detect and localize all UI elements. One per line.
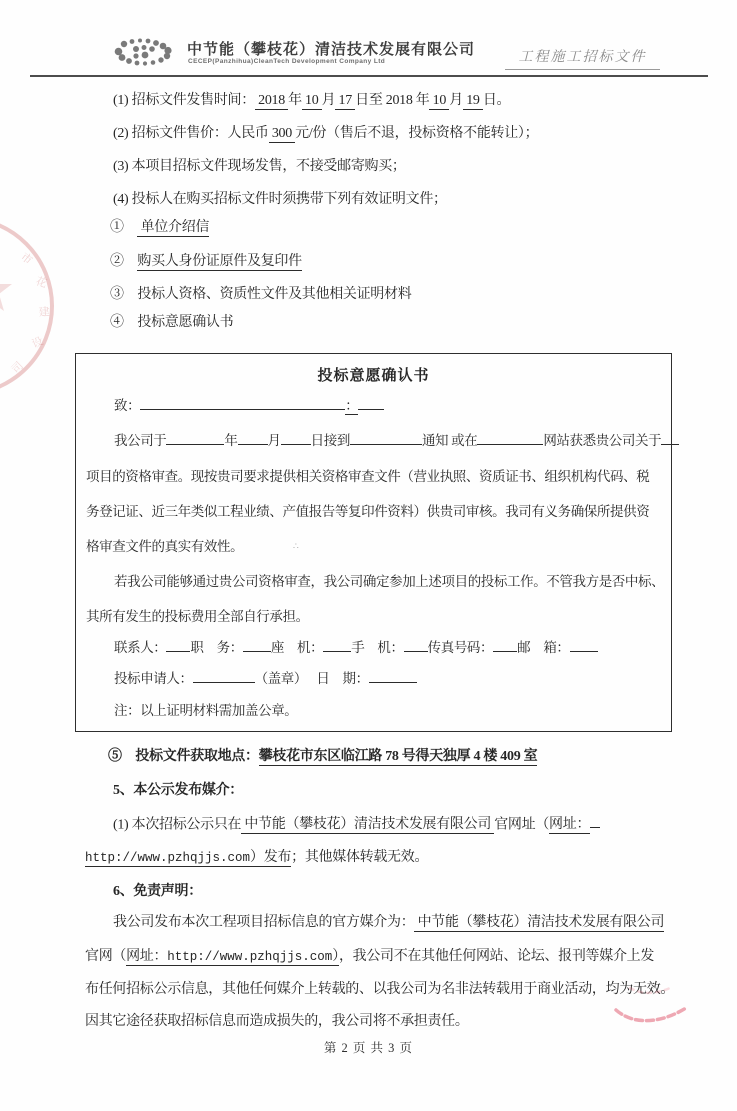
blank-fill-field [323,638,351,652]
blank-fill-field [350,431,422,445]
text-segment: 月 [449,93,463,108]
text-segment: (4) 投标人在购买招标文件时须携带下列有效证明文件； [113,192,447,207]
section6-line1 [113,913,664,933]
text-segment: 17 [335,93,356,108]
text-segment: 投标人资格、资质性文件及其他相关证明材料 [123,287,412,302]
box-contact-line [114,638,598,658]
text-segment: 网址： [549,817,591,833]
text-segment: 投标申请人： [114,671,193,686]
bid-intention-confirmation-box [75,353,672,732]
text-segment: 邮 箱： [517,640,570,655]
box-paragraph1-l2 [86,467,649,487]
blank-fill-field [404,638,428,652]
section6-line2 [85,947,654,967]
section5-heading [113,781,243,801]
box-paragraph1-l4 [86,537,243,557]
text-segment: 网址： [126,949,168,964]
text-segment: 注：以上证明材料需加盖公章。 [114,703,298,718]
blank-fill-field [140,396,345,410]
cert-item-4 [110,313,233,333]
svg-text:设: 设 [30,335,46,351]
text-segment: http://www.pzhqjjs.com [167,950,333,964]
blank-fill-field [590,814,600,828]
text-segment: ；其他媒体转载无效。 [291,850,429,865]
blank-fill-field [166,431,224,445]
box-paragraph2-l1 [114,572,664,592]
header-rule [30,75,708,77]
cert-item-5-location [108,747,537,767]
text-segment: 年 [288,93,302,108]
text-segment: ④ [110,315,124,330]
text-segment: 官网（ [85,949,127,964]
text-segment: 布任何招标公示信息，其他任何媒介上转载的、以我公司为名非法转载用于商业活动，均为无效。 [85,982,675,997]
section5-line1 [113,814,600,835]
box-title: 投标意愿确认书 [317,368,430,384]
blank-fill-field [477,431,543,445]
blank-fill-field [369,669,417,683]
text-segment: 攀枝花市东区临江路 78 号得天独厚 4 楼 409 室 [258,749,538,764]
text-segment: 手 机： [351,640,404,655]
text-segment: 务登记证、近三年类似工程业绩、产值报告等复印件资料）供贵司审核。我司有义务确保所提供资 [86,504,650,519]
box-applicant-line [114,669,417,689]
text-segment: 网站获悉贵公司关于 [543,433,662,448]
svg-text:建: 建 [38,306,51,319]
sale-item-4 [113,190,447,210]
text-segment: 10 [301,93,322,108]
text-segment: ③ [110,287,124,302]
text-segment: 我公司发布本次工程项目招标信息的官方媒介为： [113,915,415,930]
sale-item-3 [113,157,406,177]
text-segment [124,220,138,235]
text-segment: 若我公司能够通过贵公司资格审查，我公司确定参加上述项目的投标工作。不管我方是否中标、 [114,574,665,589]
text-segment: 300 [268,126,296,141]
text-segment: 元/份（售后不退，投标资格不能转让）； [295,126,539,141]
sale-item-1 [113,91,510,111]
box-paragraph1-l1 [114,431,679,451]
text-segment: 传真号码： [427,640,494,655]
text-segment: ： [345,398,359,413]
blank-fill-field [358,396,384,410]
text-segment: 中节能（攀枝花）清洁技术发展有限公司 [241,817,495,833]
text-segment: 5、本公示发布媒介： [113,783,243,798]
cert-item-2 [110,252,302,272]
text-segment: 日接到 [310,433,350,448]
text-segment: 购买人身份证原件及复印件 [137,254,302,269]
text-segment: 年 [224,433,238,448]
text-segment: （盖章） 日 期： [254,671,369,686]
text-segment: 日。 [482,93,511,108]
text-segment: 2018 [254,93,289,108]
text-segment: 其所有发生的投标费用全部自行承担。 [86,609,309,624]
text-segment: 职 务： [190,640,243,655]
blank-fill-field [661,431,679,445]
blank-fill-field [166,638,190,652]
text-segment: ① [110,220,124,235]
text-segment: 座 机： [270,640,324,655]
section6-line4 [85,1012,469,1032]
text-segment: (1) 招标文件发售时间： [113,93,255,108]
box-note-line [114,701,297,721]
text-segment: ）发布 [250,850,292,865]
text-segment: (1) 本次招标公示只在 [113,817,242,833]
sale-item-2 [113,124,538,144]
text-segment: (3) 本项目招标文件现场发售，不接受邮寄购买； [113,159,406,174]
text-segment: 官网址（ [494,817,550,833]
text-segment: 联系人： [114,640,167,655]
blank-fill-field [238,431,268,445]
blank-fill-field [243,638,271,652]
box-paragraph2-l2 [86,607,309,627]
text-segment: ） [332,949,339,964]
cert-item-1 [110,218,209,238]
svg-text:花: 花 [34,275,49,291]
text-segment: ⑤ [108,749,122,764]
text-segment: 月 [267,433,281,448]
page-number: 第 2 页 共 3 页 [323,1041,414,1055]
company-name-cn: 中节能（攀枝花）清洁技术发展有限公司 [187,41,476,58]
text-segment: 月 [321,93,336,108]
text-segment: 日至 2018 年 [355,93,430,108]
cert-item-3 [110,285,411,305]
box-to-line [114,396,384,416]
text-segment: 通知 或在 [421,433,478,448]
section5-line2 [85,848,428,868]
text-segment: 中节能（攀枝花）清洁技术发展有限公司 [414,915,665,930]
company-name-en: CECEP(Panzhihua)CleanTech Development Company Ltd [188,58,386,65]
text-segment: 单位介绍信 [137,220,210,235]
svg-text:市: 市 [18,250,35,268]
section6-line3 [85,980,674,1000]
doc-type-label: 工程施工招标文件 [505,46,660,70]
text-segment: 投标文件获取地点： [121,749,259,764]
blank-fill-field [570,638,598,652]
blank-fill-field [493,638,517,652]
text-segment: http://www.pzhqjjs.com [85,851,251,865]
text-segment: 因其它途径获取招标信息而造成损失的，我公司将不承担责任。 [85,1014,469,1029]
company-logo-dots-icon [110,36,182,72]
text-segment: 19 [463,93,483,108]
text-segment: ，我公司不在其他任何网站、论坛、报刊等媒介上发 [338,949,655,964]
text-segment [124,254,138,269]
blank-fill-field [193,669,255,683]
scan-speck: ∴ [293,541,299,551]
text-segment: 格审查文件的真实有效性。 [86,539,244,554]
svg-text:司: 司 [9,359,26,377]
section6-heading [113,882,202,902]
text-segment: 我公司于 [114,433,167,448]
text-segment: 投标意愿确认书 [123,315,234,330]
text-segment: 10 [429,93,450,108]
text-segment: (2) 招标文件售价：人民币 [113,126,269,141]
text-segment: 项目的资格审查。现按贵司要求提供相关资格审查文件（营业执照、资质证书、组织机构代码、税 [86,469,650,484]
text-segment: ② [110,254,124,269]
text-segment: 致： [114,398,141,413]
text-segment: 6、免责声明： [113,884,202,899]
blank-fill-field [281,431,311,445]
box-paragraph1-l3 [86,502,649,522]
